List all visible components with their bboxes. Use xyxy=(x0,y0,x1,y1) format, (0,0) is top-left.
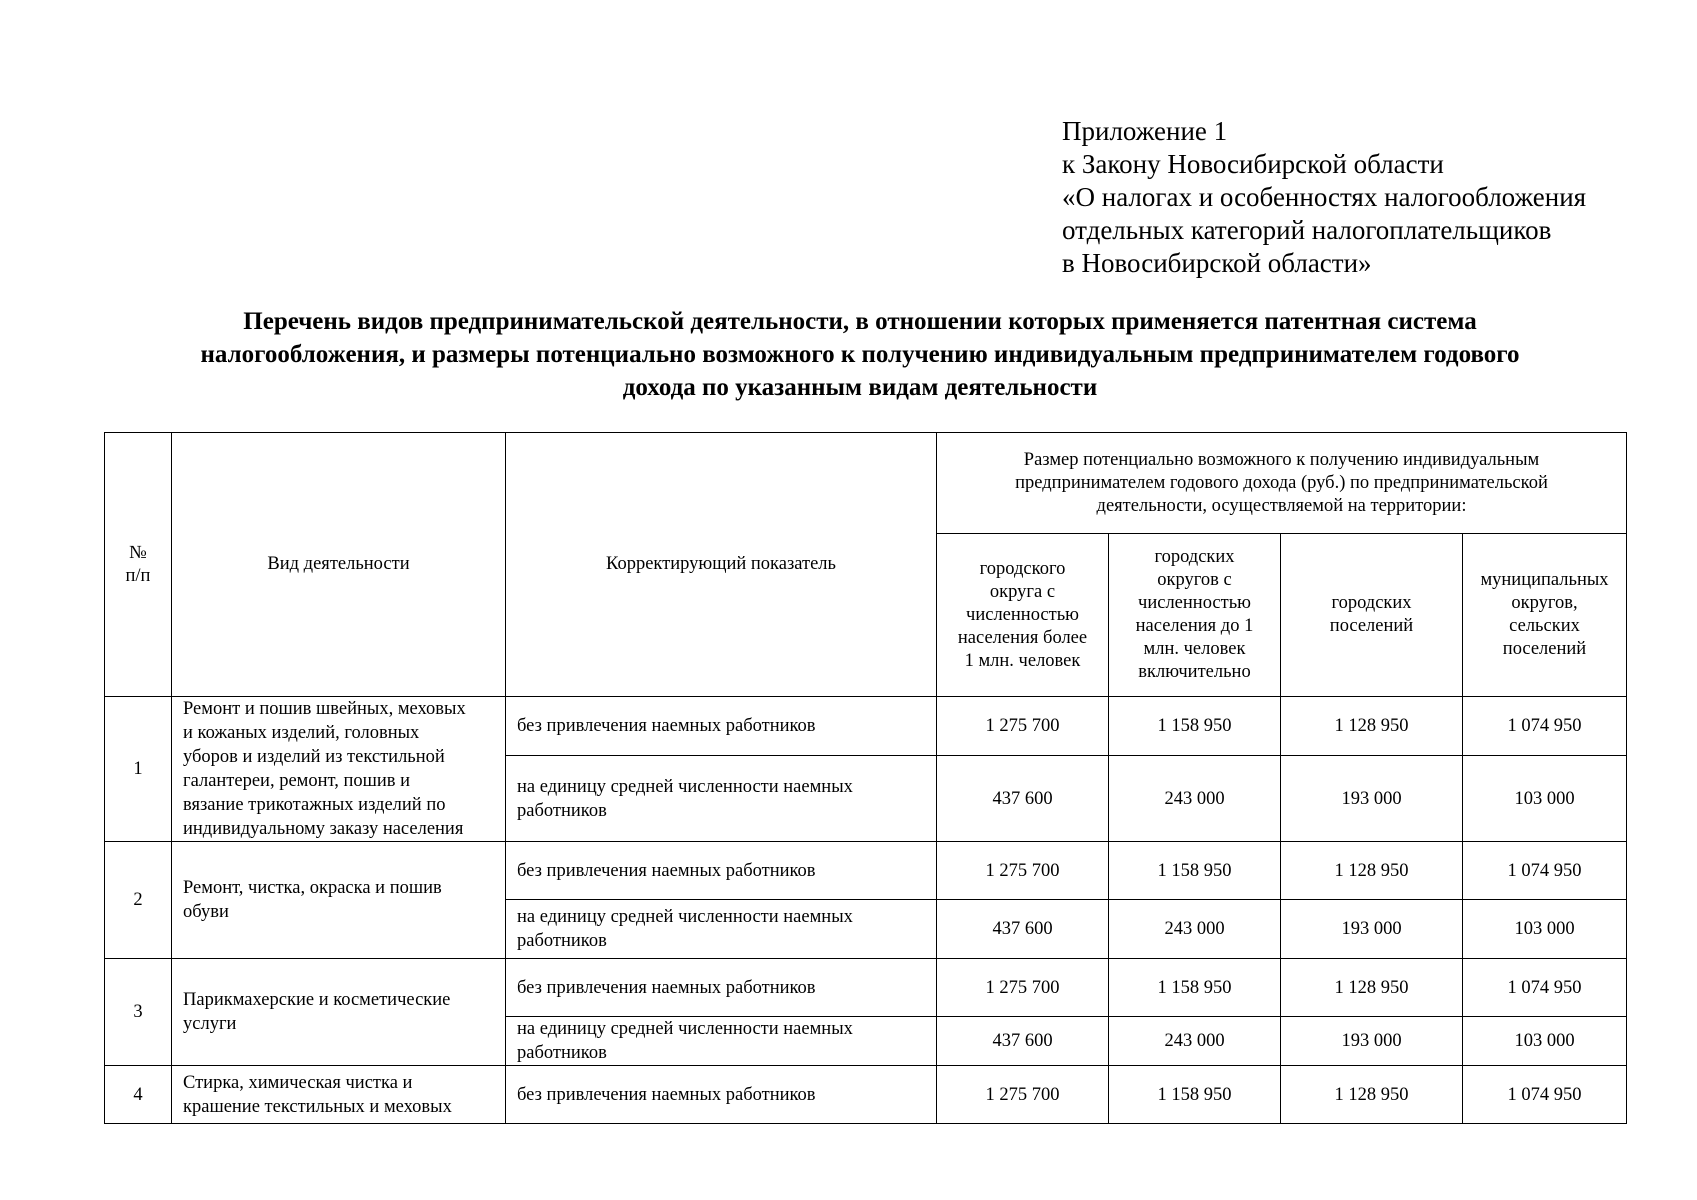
activity-name xyxy=(172,842,506,959)
text-line: работников xyxy=(517,1043,607,1063)
text-line: без привлечения наемных работников xyxy=(517,716,816,737)
income-value: 1 275 700 xyxy=(937,959,1109,1017)
income-value: 243 000 xyxy=(1109,1017,1281,1066)
income-value: 103 000 xyxy=(1463,900,1627,959)
header-text: городских xyxy=(1331,593,1412,613)
header-text: городских xyxy=(1154,547,1235,567)
income-value: 1 275 700 xyxy=(937,1066,1109,1124)
cell-text xyxy=(517,775,930,823)
cell-text xyxy=(183,697,499,841)
title-line: налогообложения, и размеры потенциально возможного к получению индивидуальным предпринимателем годового xyxy=(200,341,1520,368)
header-territory-municipal xyxy=(1463,534,1627,697)
header-activity: Вид деятельности xyxy=(172,433,506,697)
text-line: на единицу средней численности наемных xyxy=(517,776,853,797)
income-value: 1 074 950 xyxy=(1463,842,1627,900)
cell-text xyxy=(517,1083,930,1107)
income-value: 193 000 xyxy=(1281,756,1463,842)
header-text: городского xyxy=(979,558,1066,579)
income-value: 1 275 700 xyxy=(937,842,1109,900)
row-number: 2 xyxy=(105,842,172,959)
text-line: Парикмахерские и косметические xyxy=(183,990,451,1010)
header-territory-city-small xyxy=(1109,534,1281,697)
income-value: 193 000 xyxy=(1281,1017,1463,1066)
header-text: № xyxy=(129,542,147,563)
activity-table xyxy=(104,432,1627,1124)
cell-text xyxy=(517,859,930,883)
income-value: 437 600 xyxy=(937,756,1109,842)
indicator-cell xyxy=(506,842,937,900)
income-value: 1 074 950 xyxy=(1463,959,1627,1017)
text-line: Стирка, химическая чистка и xyxy=(183,1072,413,1093)
row-number: 4 xyxy=(105,1066,172,1124)
header-text: поселений xyxy=(1329,616,1414,636)
indicator-cell xyxy=(506,959,937,1017)
header-num xyxy=(105,433,172,697)
activity-name xyxy=(172,697,506,842)
income-value: 1 275 700 xyxy=(937,697,1109,756)
text-line: работников xyxy=(517,800,607,821)
indicator-cell xyxy=(506,1017,937,1066)
text-line: на единицу средней численности наемных xyxy=(517,1019,853,1039)
header-text: 1 млн. человек xyxy=(964,650,1081,671)
text-line: Ремонт и пошив швейных, меховых xyxy=(183,699,466,719)
row-number: 1 xyxy=(105,697,172,842)
text-line: обуви xyxy=(183,902,229,922)
header-text: населения до 1 xyxy=(1135,616,1254,636)
text-line: уборов и изделий из текстильной xyxy=(183,747,445,767)
income-value: 1 074 950 xyxy=(1463,1066,1627,1124)
income-value: 243 000 xyxy=(1109,900,1281,959)
appendix-line: в Новосибирской области» xyxy=(1062,248,1372,278)
appendix-line: к Закону Новосибирской области xyxy=(1062,149,1444,179)
text-line: вязание трикотажных изделий по xyxy=(183,795,446,815)
income-value: 243 000 xyxy=(1109,756,1281,842)
text-line: галантереи, ремонт, пошив и xyxy=(183,771,411,791)
cell-text xyxy=(517,1017,930,1065)
income-value: 1 158 950 xyxy=(1109,842,1281,900)
income-value: 103 000 xyxy=(1463,1017,1627,1066)
header-text: численностью xyxy=(1138,593,1251,613)
cell-text xyxy=(183,988,499,1036)
header-text: деятельности, осуществляемой на территории: xyxy=(1096,495,1467,516)
header-text: округа с xyxy=(989,581,1056,602)
header-territory-settlements xyxy=(1281,534,1463,697)
cell-text xyxy=(517,976,930,1000)
header-text: п/п xyxy=(125,565,151,586)
appendix-line: Приложение 1 xyxy=(1062,116,1228,146)
header-text: населения более xyxy=(957,627,1088,648)
table-row xyxy=(105,842,1627,900)
income-value: 1 128 950 xyxy=(1281,1066,1463,1124)
income-value: 437 600 xyxy=(937,1017,1109,1066)
indicator-cell xyxy=(506,756,937,842)
appendix-line: «О налогах и особенностях налогообложения xyxy=(1062,182,1587,212)
income-value: 1 158 950 xyxy=(1109,1066,1281,1124)
text-line: на единицу средней численности наемных xyxy=(517,907,853,927)
text-line: Ремонт, чистка, окраска и пошив xyxy=(183,878,442,898)
title-line: Перечень видов предпринимательской деятельности, в отношении которых применяется патентная система xyxy=(243,308,1477,335)
header-text: численностью xyxy=(966,604,1079,625)
text-line: без привлечения наемных работников xyxy=(517,1084,816,1105)
text-line: работников xyxy=(517,931,607,951)
header-indicator: Корректирующий показатель xyxy=(506,433,937,697)
activity-name xyxy=(172,1066,506,1124)
income-value: 193 000 xyxy=(1281,900,1463,959)
table-row xyxy=(105,697,1627,756)
cell-text xyxy=(183,1071,499,1119)
appendix-line: отдельных категорий налогоплательщиков xyxy=(1062,215,1552,245)
table-row xyxy=(105,1066,1627,1124)
header-text: поселений xyxy=(1502,639,1587,659)
header-text: включительно xyxy=(1138,662,1251,682)
text-line: крашение текстильных и меховых xyxy=(183,1096,452,1117)
header-income-group xyxy=(937,433,1627,534)
header-territory-city-large xyxy=(937,534,1109,697)
income-value: 1 128 950 xyxy=(1281,697,1463,756)
indicator-cell xyxy=(506,697,937,756)
text-line: без привлечения наемных работников xyxy=(517,977,816,998)
activity-name xyxy=(172,959,506,1066)
row-number: 3 xyxy=(105,959,172,1066)
text-line: и кожаных изделий, головных xyxy=(183,723,420,743)
income-value: 103 000 xyxy=(1463,756,1627,842)
income-value: 1 128 950 xyxy=(1281,842,1463,900)
indicator-cell xyxy=(506,900,937,959)
text-line: услуги xyxy=(183,1014,237,1034)
income-value: 437 600 xyxy=(937,900,1109,959)
indicator-cell xyxy=(506,1066,937,1124)
income-value: 1 074 950 xyxy=(1463,697,1627,756)
cell-text xyxy=(183,876,499,924)
text-line: без привлечения наемных работников xyxy=(517,860,816,881)
title-line: дохода по указанным видам деятельности xyxy=(622,374,1098,401)
document-title xyxy=(60,305,1660,404)
header-text: млн. человек xyxy=(1143,639,1246,659)
header-text: предпринимателем годового дохода (руб.) по предпринимательской xyxy=(1015,472,1548,493)
income-value: 1 158 950 xyxy=(1109,697,1281,756)
header-text: округов с xyxy=(1157,570,1232,590)
header-text: Размер потенциально возможного к получению индивидуальным xyxy=(1023,449,1540,470)
income-value: 1 158 950 xyxy=(1109,959,1281,1017)
income-value: 1 128 950 xyxy=(1281,959,1463,1017)
cell-text xyxy=(517,714,930,738)
header-text: муниципальных xyxy=(1480,570,1609,590)
text-line: индивидуальному заказу населения xyxy=(183,819,464,839)
appendix-block xyxy=(1062,115,1586,280)
header-text: округов, xyxy=(1511,593,1578,613)
table-row xyxy=(105,959,1627,1017)
header-row xyxy=(105,433,1627,534)
header-text: сельских xyxy=(1509,616,1580,636)
cell-text xyxy=(517,905,930,953)
